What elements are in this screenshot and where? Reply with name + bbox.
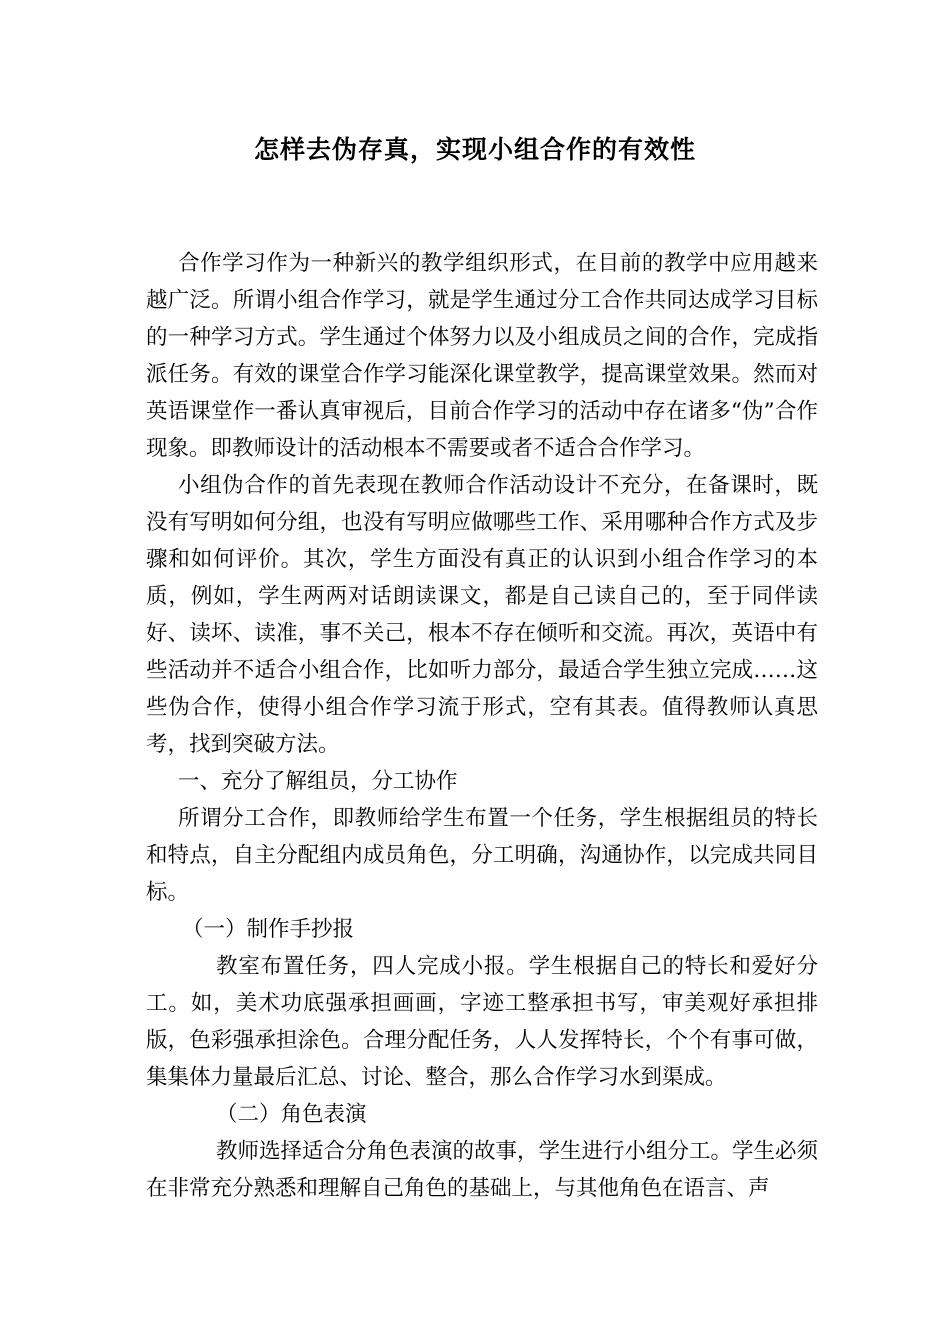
subsection-heading-2: （二）角色表演 [216,1102,367,1127]
paragraph-division-of-labor: 所谓分工合作，即教师给学生布置一个任务，学生根据组员的特长和特点，自主分配组内成员角色，分工明确，沟通协作，以完成共同目标。 [146,806,818,905]
subsection-heading-1: （一）制作手抄报 [182,917,355,942]
paragraph-handwritten-newspaper: 教室布置任务，四人完成小报。学生根据自己的特长和爱好分工。如，美术功底强承担画画，字迹工整承担书写，审美观好承担排版，色彩强承担涂色。合理分配任务，人人发挥特长，个个有事可做，集集体力量最后汇总、讨论、整合，那么合作学习水到渠成。 [146,954,818,1090]
paragraph-role-play: 教师选择适合分角色表演的故事，学生进行小组分工。学生必须在非常充分熟悉和理解自己角色的基础上，与其他角色在语言、声 [146,1139,819,1201]
section-heading-1: 一、充分了解组员，分工协作 [178,769,458,794]
paragraph-intro: 合作学习作为一种新兴的教学组织形式，在目前的教学中应用越来越广泛。所谓小组合作学习，就是学生通过分工合作共同达成学习目标的一种学习方式。学生通过个体努力以及小组成员之间的合作，完成指派任务。有效的课堂合作学习能深化课堂教学，提高课堂效果。然而对英语课堂作一番认真审视后，目前合作学习的活动中存在诸多“伪”合作现象。即教师设计的活动根本不需要或者不适合合作学习。 [146,251,818,461]
document-title: 怎样去伪存真，实现小组合作的有效性 [253,135,696,164]
paragraph-pseudo-cooperation: 小组伪合作的首先表现在教师合作活动设计不充分，在备课时，既没有写明如何分组，也没有写明应做哪些工作、采用哪种合作方式及步骤和如何评价。其次，学生方面没有真正的认识到小组合作学习的本质，例如，学生两两对话朗读课文，都是自己读自己的，至于同伴读好、读坏、读准，事不关己，根本不存在倾听和交流。再次，英语中有些活动并不适合小组合作，比如听力部分，最适合学生独立完成……这些伪合作，使得小组合作学习流于形式，空有其表。值得教师认真思考，找到突破方法。 [146,473,818,757]
document-body [146,245,818,1207]
